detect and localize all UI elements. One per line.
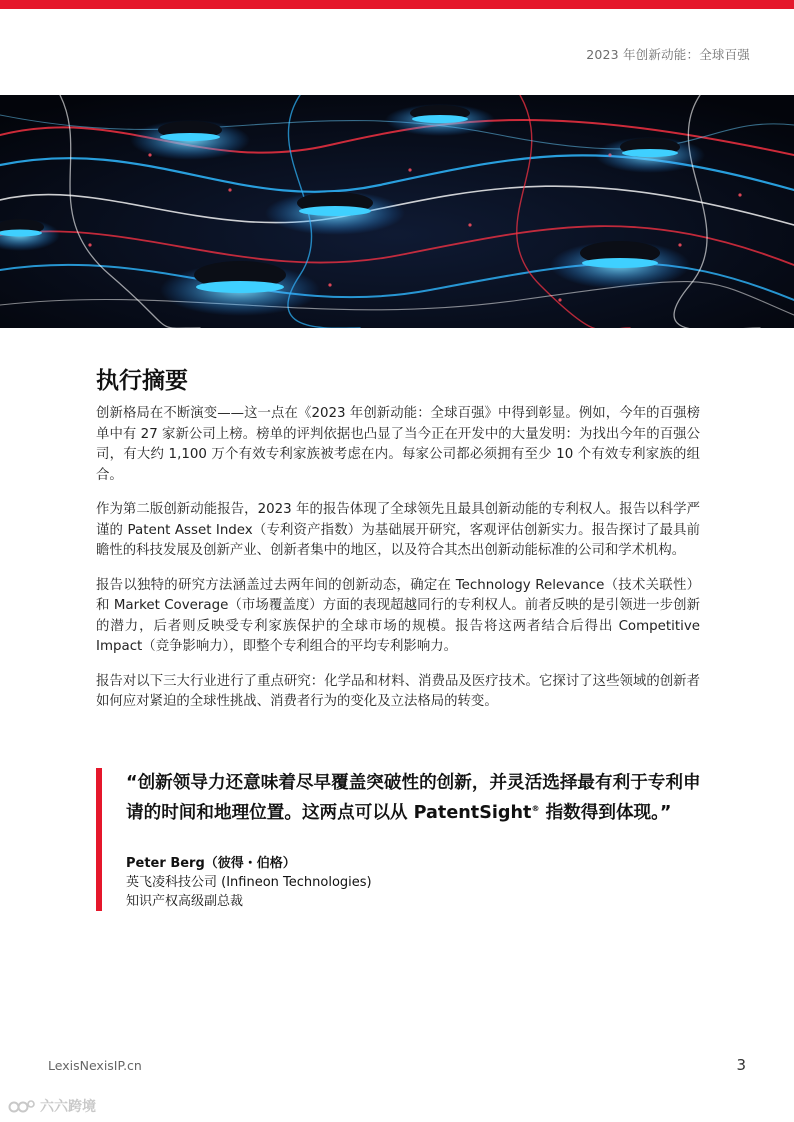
quote-text	[126, 770, 706, 826]
running-header: 2023 年创新动能：全球百强	[586, 47, 750, 62]
author-name: Peter Berg（彼得・伯格）	[126, 856, 296, 871]
section-title: 执行摘要	[96, 368, 188, 394]
network-circuit-illustration-icon	[0, 95, 794, 328]
paragraph: 创新格局在不断演变——这一点在《2023 年创新动能：全球百强》中得到彰显。例如，今年的百强榜单中有 27 家新公司上榜。榜单的评判依据也凸显了当今正在开发中的大量发明：为找出今年的百强公司，有大约 1,100 万个有效专利家族被考虑在内。每家公司都必须拥有至少 10 个有效专利家族的组合。	[96, 406, 700, 483]
author-company: 英飞凌科技公司 (Infineon Technologies)	[126, 875, 372, 890]
watermark	[8, 1096, 96, 1116]
pull-quote	[96, 768, 708, 911]
watermark-text: 六六跨境	[40, 1099, 96, 1115]
quote-accent-bar	[96, 768, 102, 911]
hero-image	[0, 95, 794, 328]
body-text	[96, 404, 700, 727]
page-number: 3	[736, 1056, 746, 1074]
paragraph: 报告对以下三大行业进行了重点研究：化学品和材料、消费品及医疗技术。它探讨了这些领域的创新者如何应对紧迫的全球性挑战、消费者行为的变化及立法格局的转变。	[96, 673, 700, 709]
author-role: 知识产权高级副总裁	[126, 894, 244, 909]
quote-attribution	[126, 854, 372, 911]
footer-site-link[interactable]: LexisNexisIP.cn	[48, 1058, 142, 1073]
paragraph: 报告以独特的研究方法涵盖过去两年间的创新动态，确定在 Technology Relevance（技术关联性）和 Market Coverage（市场覆盖度）方面的表现超越同行的专利权人。前者反映的是引领进一步创新的潜力，后者则反映受专利家族保护的全球市场的规模。报告将这两者结合后得出 Competitive Impact（竞争影响力），即整个专利组合的平均专利影响力。	[96, 577, 700, 654]
quote-text-part: “创新领导力还意味着尽早覆盖突破性的创新，并灵活选择最有利于专利申请的时间和地理位置。这两点可以从 PatentSight	[126, 773, 701, 823]
registered-mark: ®	[531, 804, 540, 813]
watermark-logo-icon	[8, 1098, 36, 1114]
quote-text-part: 指数得到体现。”	[539, 802, 672, 823]
top-accent-bar	[0, 0, 794, 9]
paragraph: 作为第二版创新动能报告，2023 年的报告体现了全球领先且最具创新动能的专利权人。报告以科学严谨的 Patent Asset Index（专利资产指数）为基础展开研究，客观评估创新实力。报告探讨了最具前瞻性的科技发展及创新产业、创新者集中的地区，以及符合其杰出创新动能标准的公司和学术机构。	[96, 502, 700, 558]
